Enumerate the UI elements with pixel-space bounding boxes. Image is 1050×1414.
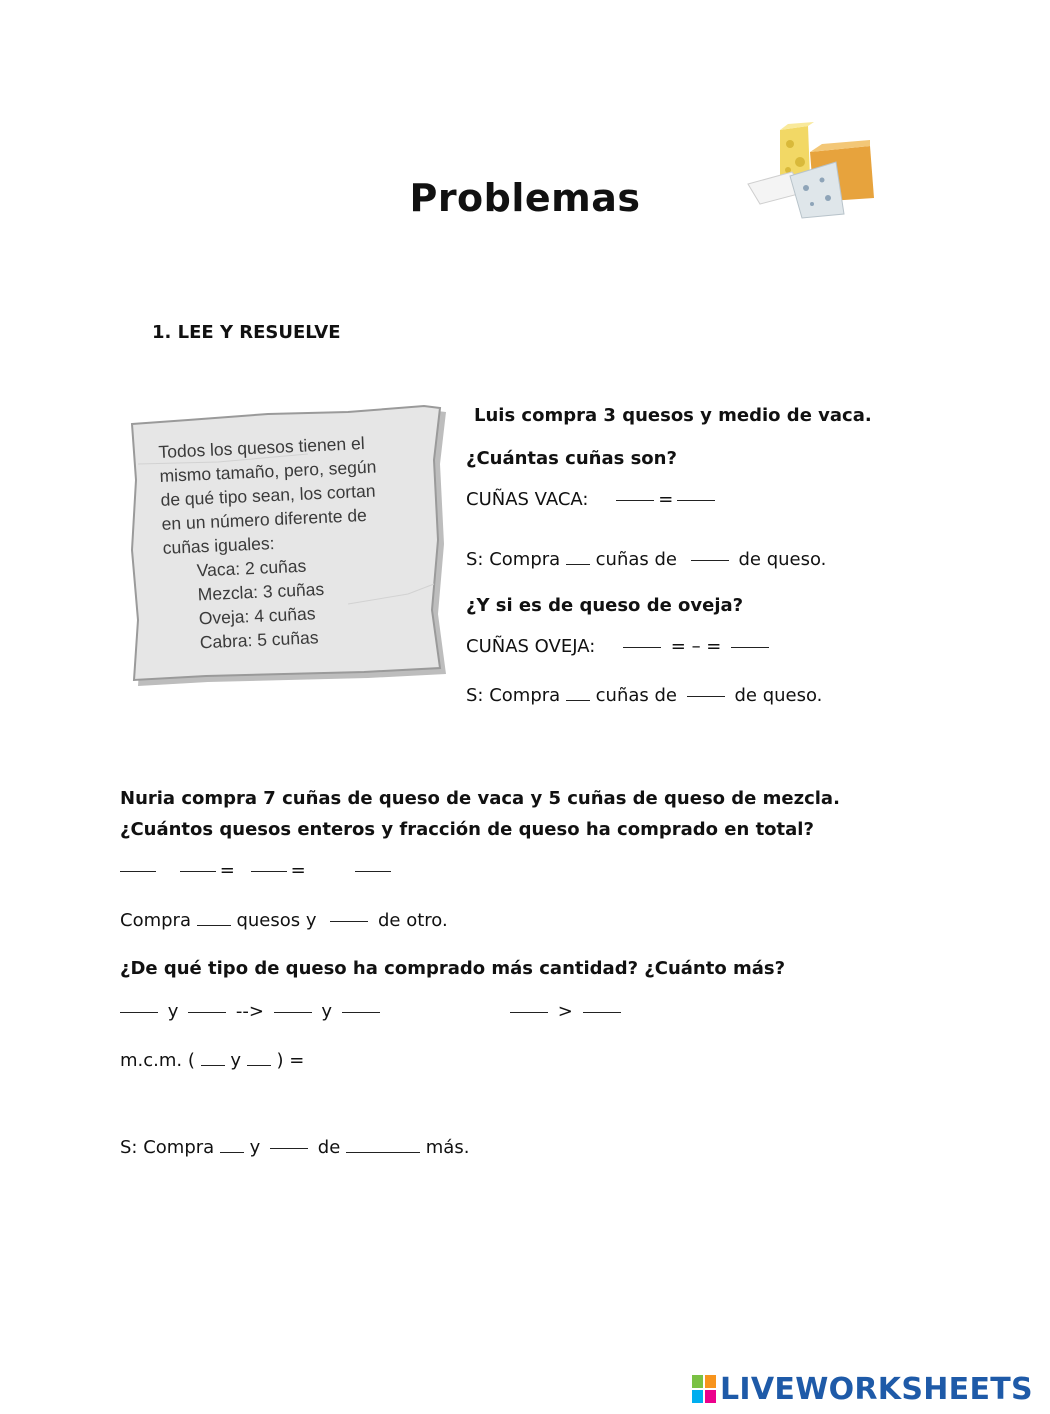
vaca-label: CUÑAS VACA: xyxy=(466,489,589,510)
sum-equation xyxy=(120,860,395,881)
fraction-line xyxy=(355,871,391,872)
note-text xyxy=(158,431,384,656)
note-line: Todos los quesos tienen el xyxy=(158,433,366,462)
answer-text: S: Compra xyxy=(120,1137,215,1158)
mcm-text: ) = xyxy=(276,1050,305,1071)
answer-blank[interactable] xyxy=(220,1136,244,1153)
problem1-question2: ¿Y si es de queso de oveja? xyxy=(466,595,744,616)
problem1-question1: ¿Cuántas cuñas son? xyxy=(466,448,677,469)
mcm-text: y xyxy=(230,1050,241,1071)
equals-sign: = xyxy=(290,860,306,881)
answer-text: cuñas de xyxy=(595,549,677,570)
note-item: Oveja: 4 cuñas xyxy=(198,603,316,629)
fraction-line xyxy=(180,871,216,872)
note-line: de qué tipo sean, los cortan xyxy=(160,480,376,510)
fraction-line xyxy=(583,1012,621,1013)
problem2-statement: Nuria compra 7 cuñas de queso de vaca y 5 cuñas de queso de mezcla. xyxy=(120,788,840,809)
arrow: --> xyxy=(235,1001,264,1022)
problem2-question2: ¿De qué tipo de queso ha comprado más cantidad? ¿Cuánto más? xyxy=(120,958,786,979)
answer-text: y xyxy=(249,1137,261,1158)
fraction-line xyxy=(270,1148,308,1149)
note-item: Vaca: 2 cuñas xyxy=(196,555,307,581)
answer-blank[interactable] xyxy=(566,548,590,565)
note-line: cuñas iguales: xyxy=(162,533,275,558)
fraction-line xyxy=(691,560,729,561)
fraction-line xyxy=(330,921,368,922)
answer-blank[interactable] xyxy=(566,684,590,701)
fraction-line xyxy=(274,1012,312,1013)
answer-text: S: Compra xyxy=(466,549,561,570)
problem1-statement: Luis compra 3 quesos y medio de vaca. xyxy=(474,405,872,426)
answer-blank[interactable] xyxy=(346,1136,420,1153)
answer-text: de queso. xyxy=(734,685,823,706)
equals-sign: = xyxy=(219,860,235,881)
compra-text: quesos y xyxy=(236,910,317,931)
fraction-line xyxy=(687,696,725,697)
equals-sign: = xyxy=(706,636,722,657)
oveja-equation xyxy=(466,636,773,657)
compra-text: Compra xyxy=(120,910,191,931)
page-title: Problemas xyxy=(409,176,641,220)
liveworksheets-logo-text: LIVEWORKSHEETS xyxy=(720,1371,1033,1407)
fraction-line xyxy=(120,871,156,872)
answer-blank[interactable] xyxy=(201,1049,225,1066)
fraction-line xyxy=(342,1012,380,1013)
answer-text: más. xyxy=(425,1137,470,1158)
mcm-line xyxy=(120,1049,304,1071)
problem1-answer2 xyxy=(466,684,822,706)
fraction-line xyxy=(188,1012,226,1013)
oveja-label: CUÑAS OVEJA: xyxy=(466,636,596,657)
problem1-answer1 xyxy=(466,548,826,570)
note-line: en un número diferente de xyxy=(161,504,368,534)
answer-blank[interactable] xyxy=(197,909,231,926)
liveworksheets-logo-icon xyxy=(692,1375,716,1403)
compra-line xyxy=(120,909,448,931)
answer-text: de xyxy=(317,1137,341,1158)
answer-blank[interactable] xyxy=(247,1049,271,1066)
answer-text: cuñas de xyxy=(595,685,677,706)
note-item: Mezcla: 3 cuñas xyxy=(197,578,325,605)
mcm-text: m.c.m. ( xyxy=(120,1050,195,1071)
compare-equation xyxy=(120,1001,384,1022)
greater-than: > xyxy=(557,1001,573,1022)
problem2-answer xyxy=(120,1136,469,1158)
fraction-line xyxy=(731,647,769,648)
equals-sign: = xyxy=(658,489,674,510)
compra-text: de otro. xyxy=(377,910,448,931)
connector: y xyxy=(167,1001,179,1022)
dash: – xyxy=(691,636,701,657)
section-heading: 1. LEE Y RESUELVE xyxy=(152,322,341,343)
vaca-equation xyxy=(466,489,719,510)
fraction-line xyxy=(120,1012,158,1013)
answer-text: de queso. xyxy=(738,549,827,570)
note-item: Cabra: 5 cuñas xyxy=(199,627,319,653)
fraction-line xyxy=(251,871,287,872)
answer-text: S: Compra xyxy=(466,685,561,706)
equals-sign: = xyxy=(670,636,686,657)
fraction-line xyxy=(510,1012,548,1013)
fraction-line xyxy=(677,500,715,501)
note-line: mismo tamaño, pero, según xyxy=(159,456,377,486)
fraction-line xyxy=(616,500,654,501)
connector: y xyxy=(321,1001,333,1022)
problem2-question1: ¿Cuántos quesos enteros y fracción de queso ha comprado en total? xyxy=(120,819,814,840)
greater-than-comparison xyxy=(510,1001,625,1022)
fraction-line xyxy=(623,647,661,648)
liveworksheets-logo[interactable] xyxy=(692,1372,1033,1406)
